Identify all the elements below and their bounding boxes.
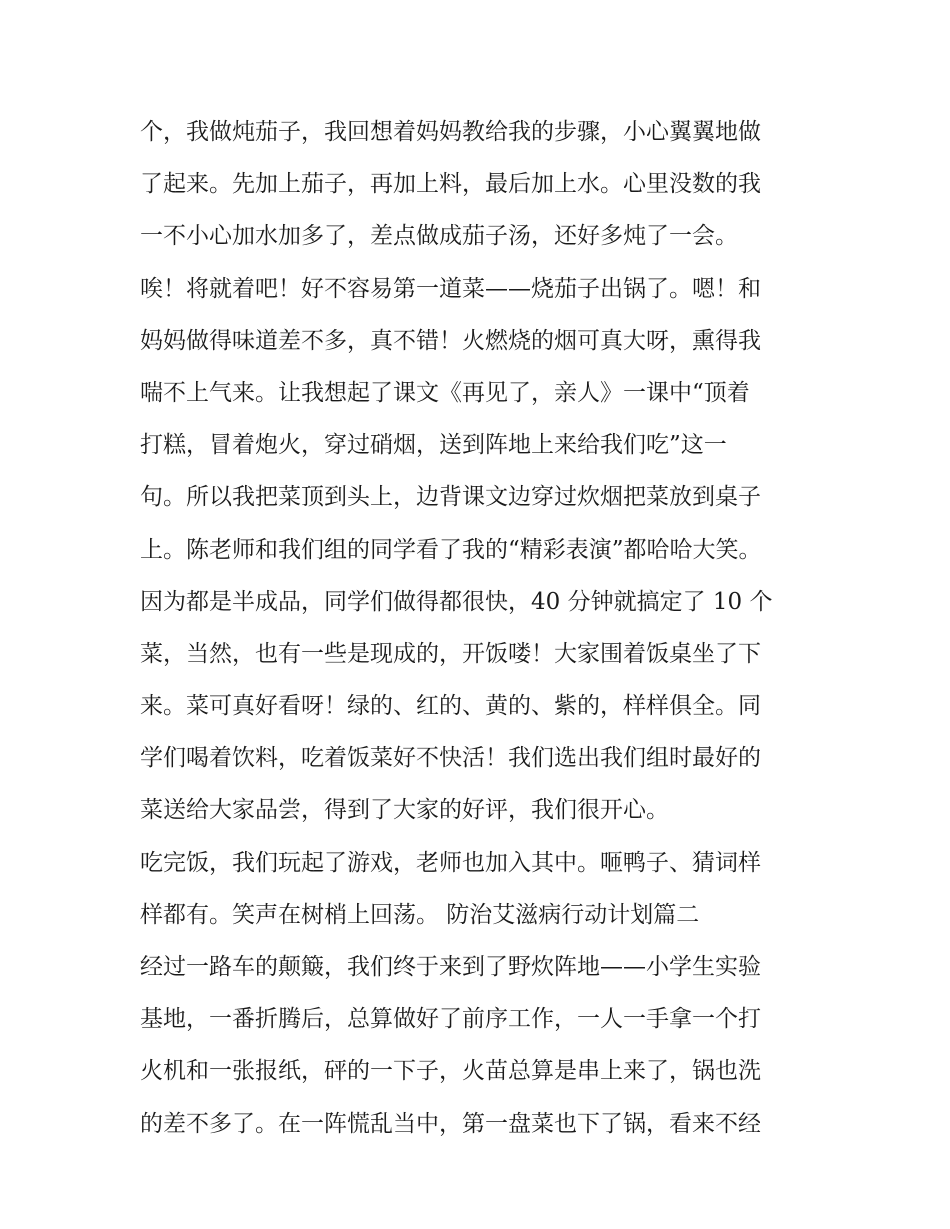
text-line: 的差不多了。在一阵慌乱当中，第一盘菜也下了锅，看来不经 — [140, 1110, 761, 1137]
text-line: 了起来。先加上茄子，再加上料，最后加上水。心里没数的我 — [140, 171, 761, 198]
text-line: 菜，当然，也有一些是现成的，开饭喽！大家围着饭桌坐了下 — [140, 640, 761, 667]
text-line: 个，我做炖茄子，我回想着妈妈教给我的步骤，小心翼翼地做 — [140, 119, 761, 145]
text-line: 一不小心加水加多了，差点做成茄子汤，还好多炖了一会。 — [140, 223, 738, 250]
text-line: 基地，一番折腾后，总算做好了前序工作，一人一手拿一个打 — [140, 1006, 761, 1033]
body-text — [140, 106, 830, 1150]
text-line: 吃完饭，我们玩起了游戏，老师也加入其中。咂鸭子、猜词样 — [140, 849, 761, 876]
text-line: 菜送给大家品尝，得到了大家的好评，我们很开心。 — [140, 797, 669, 824]
text-line: 句。所以我把菜顶到头上，边背课文边穿过炊烟把菜放到桌子 — [140, 484, 761, 511]
text-line: 样都有。笑声在树梢上回荡。 防治艾滋病行动计划篇二 — [140, 901, 700, 928]
text-line: 学们喝着饮料，吃着饭菜好不快活！我们选出我们组时最好的 — [140, 745, 761, 772]
text-line: 因为都是半成品，同学们做得都很快，40 分钟就搞定了 10 个 — [140, 588, 773, 615]
text-line: 经过一路车的颠簸，我们终于来到了野炊阵地——小学生实验 — [140, 954, 761, 980]
text-line: 来。菜可真好看呀！绿的、红的、黄的、紫的，样样俱全。同 — [140, 693, 761, 720]
text-line: 打糕，冒着炮火，穿过硝烟，送到阵地上来给我们吃”这一 — [140, 432, 727, 459]
text-line: 上。陈老师和我们组的同学看了我的“精彩表演”都哈哈大笑。 — [140, 536, 762, 563]
text-line: 喘不上气来。让我想起了课文《再见了，亲人》一课中“顶着 — [140, 379, 750, 406]
text-line: 妈妈做得味道差不多，真不错！火燃烧的烟可真大呀，熏得我 — [140, 327, 761, 354]
text-line: 火机和一张报纸，砰的一下子，火苗总算是串上来了，锅也洗 — [140, 1058, 761, 1085]
text-line: 唉！将就着吧！好不容易第一道菜——烧茄子出锅了。嗯！和 — [140, 275, 761, 302]
